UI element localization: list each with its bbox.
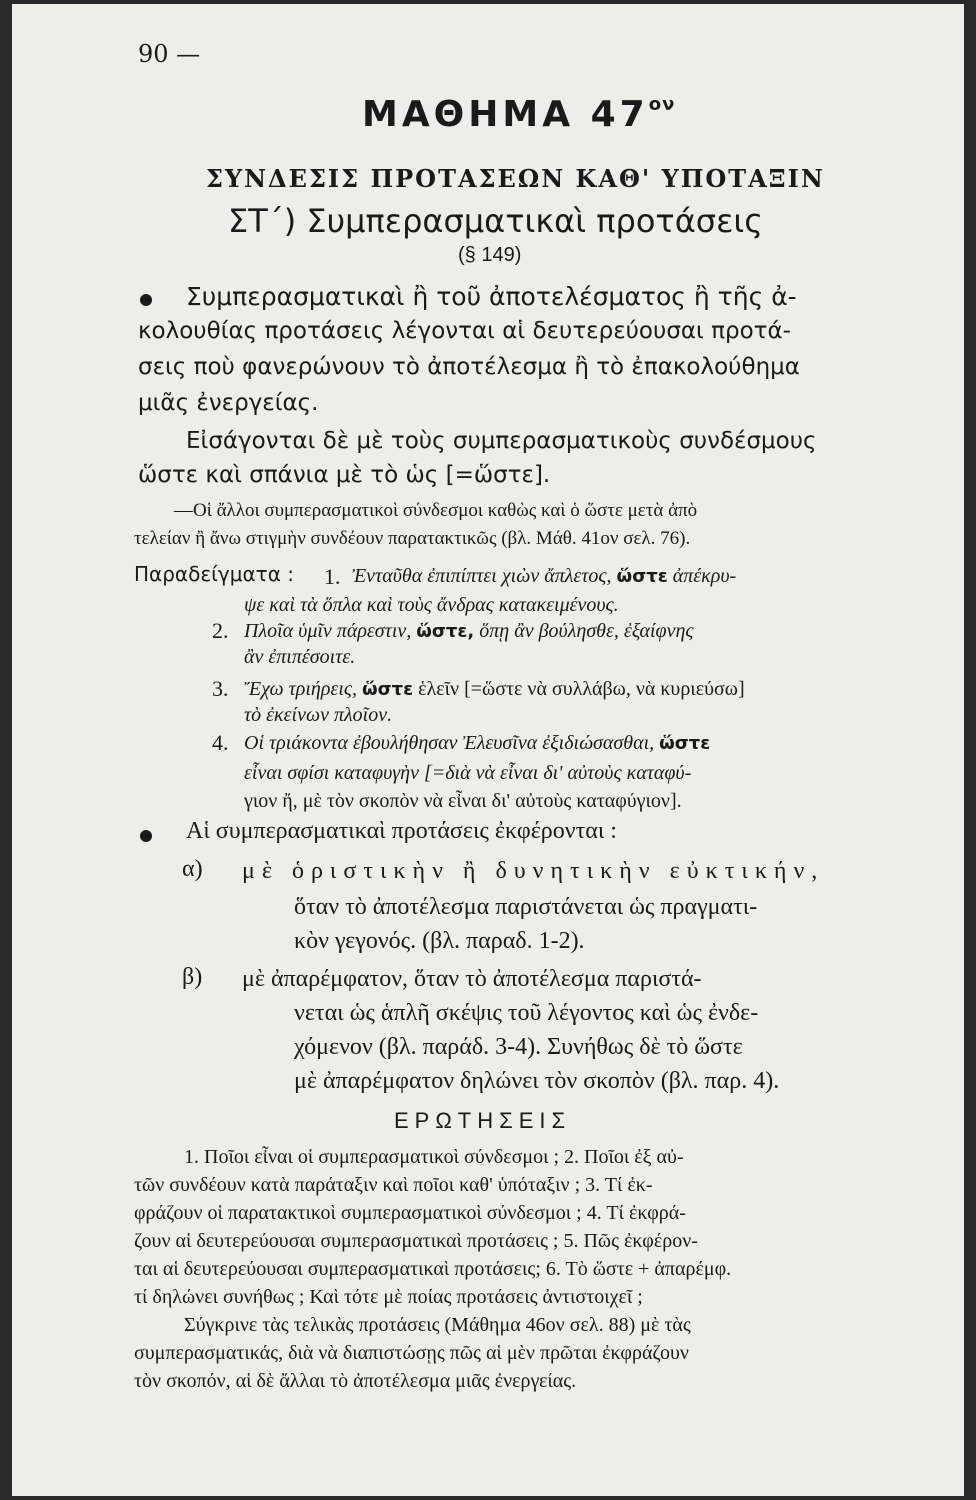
example-number: 2. <box>212 618 229 643</box>
example-number: 1. <box>324 564 341 589</box>
examples-label: Παραδείγματα : <box>134 562 294 586</box>
lesson-title: ΜΑΘΗΜΑ $47^{o\nu}$ <box>362 94 676 135</box>
question-line: τῶν συνδέουν κατὰ παράταξιν καὶ ποῖοι καθ' ὑπόταξιν ; 3. Τί ἐκ- <box>134 1174 653 1196</box>
question-line: τὸν σκοπόν, αἱ δὲ ἄλλαι τὸ ἀποτέλεσμα μιᾶς ἐνεργείας. <box>134 1370 577 1392</box>
definition-line: σεις ποὺ φανερώνουν τὸ ἀποτέλεσμα ἢ τὸ ἐπακολούθημα <box>138 354 800 380</box>
expression-line: χόμενον (βλ. παράδ. 3-4). Συνήθως δὲ τὸ ὥστε <box>294 1034 743 1060</box>
item-label-a: α) <box>182 856 203 882</box>
note-line: τελείαν ἢ ἄνω στιγμὴν συνδέουν παρατακτικῶς (βλ. Μάθ. 41ον σελ. 76). <box>134 528 691 549</box>
expression-line: κὸν γεγονός. (βλ. παραδ. 1-2). <box>294 928 585 954</box>
expression-line: μὲ ἀπαρέμφατον δηλώνει τὸν σκοπὸν (βλ. παρ. 4). <box>294 1068 780 1094</box>
lesson-subtitle: ΣΥΝΔΕΣΙΣ ΠΡΟΤΑΣΕΩΝ ΚΑΘ' ΥΠΟΤΑΞΙΝ <box>206 164 825 193</box>
example-line: Οἱ τριάκοντα ἐβουλήθησαν Ἐλευσῖνα ἐξιδιώσασθαι, ὥστε <box>244 732 711 754</box>
keyword-hoste: ὥστε, <box>416 621 475 642</box>
expression-intro: Αἱ συμπερασματικαὶ προτάσεις ἐκφέρονται : <box>186 818 617 844</box>
question-line: ζουν αἱ δευτερεύουσαι συμπερασματικαὶ προτάσεις ; 5. Πῶς ἐκφέρον- <box>134 1230 698 1252</box>
questions-heading: ΕΡΩΤΗΣΕΙΣ <box>394 1108 572 1133</box>
example-line: Ἔχω τριήρεις, ὥστε ἑλεῖν [=ὥστε νὰ συλλάβω, νὰ κυριεύσω] <box>244 678 745 700</box>
keyword-hoste: ὥστε <box>616 566 668 587</box>
expression-line: ὅταν τὸ ἀποτέλεσμα παριστάνεται ὡς πραγματι- <box>294 894 758 920</box>
example-number: 3. <box>212 676 229 701</box>
question-line: συμπερασματικάς, διὰ νὰ διαπιστώσῃς πῶς αἱ μὲν πρῶται ἐκφράζουν <box>134 1342 689 1364</box>
example-line: ἂν ἐπιπέσοιτε. <box>244 646 356 668</box>
bullet-icon <box>140 294 152 306</box>
definition-intro-line: ὥστε καὶ σπάνια μὲ τὸ ὡς [=ὥστε]. <box>138 462 551 488</box>
section-title: ΣΤ΄) Συμπερασματικαὶ προτάσεις <box>228 202 763 240</box>
definition-line: Συμπερασματικαὶ ἢ τοῦ ἀποτελέσματος ἢ τῆς ἀ- <box>186 282 797 311</box>
example-line: Ἐνταῦθα ἐπιπίπτει χιὼν ἄπλετος, ὥστε ἀπέκρυ- <box>352 565 737 587</box>
lesson-title-ordinal: ον <box>648 94 676 115</box>
example-line: εἶναι σφίσι καταφυγὴν [=διὰ νὰ εἶναι δι' αὐτοὺς καταφύ- <box>244 762 692 784</box>
example-number: 4. <box>212 730 229 755</box>
bullet-icon <box>140 830 152 842</box>
definition-line: κολουθίας προτάσεις λέγονται αἱ δευτερεύουσαι προτά- <box>138 318 791 344</box>
question-line: φράζουν οἱ παρατακτικοὶ συμπερασματικοὶ σύνδεσμοι ; 4. Τί ἐκφρά- <box>134 1202 686 1224</box>
definition-intro-line: Εἰσάγονται δὲ μὲ τοὺς συμπερασματικοὺς συνδέσμους <box>186 428 817 454</box>
question-line: Σύγκρινε τὰς τελικὰς προτάσεις (Μάθημα 46ον σελ. 88) μὲ τὰς <box>184 1314 691 1336</box>
example-line: γιον ἤ, μὲ τὸν σκοπὸν νὰ εἶναι δι' αὐτοὺς καταφύγιον]. <box>244 790 682 812</box>
question-line: ται αἱ δευτερεύουσαι συμπερασματικαὶ προτάσεις; 6. Τὸ ὥστε + ἀπαρέμφ. <box>134 1258 732 1280</box>
paragraph-reference: (§ 149) <box>458 244 522 266</box>
question-line: 1. Ποῖοι εἶναι οἱ συμπερασματικοὶ σύνδεσμοι ; 2. Ποῖοι ἐξ αὐ- <box>184 1146 684 1168</box>
item-label-b: β) <box>182 964 203 990</box>
note-line: —Οἱ ἄλλοι συμπερασματικοὶ σύνδεσμοι καθὼς καὶ ὁ ὥστε μετὰ ἀπὸ <box>174 500 698 521</box>
keyword-hoste: ὥστε <box>362 679 414 700</box>
expression-line: νεται ὡς ἁπλῆ σκέψις τοῦ λέγοντος καὶ ὡς ἐνδε- <box>294 1000 759 1026</box>
question-line: τί δηλώνει συνήθως ; Καὶ τότε μὲ ποίας προτάσεις ἀντιστοιχεῖ ; <box>134 1286 643 1308</box>
definition-line: μιᾶς ἐνεργείας. <box>138 390 319 416</box>
example-line: τὸ ἐκείνων πλοῖον. <box>244 704 393 726</box>
page-number: 90 — <box>138 40 201 68</box>
expression-line: μὲ ἀπαρέμφατον, ὅταν τὸ ἀποτέλεσμα παριστά- <box>242 966 702 992</box>
book-page <box>12 4 964 1496</box>
keyword-hoste: ὥστε <box>659 733 711 754</box>
expression-line: μὲ ὁριστικὴν ἢ δυνητικὴν εὐκτικήν, <box>242 858 825 884</box>
example-line: Πλοῖα ὑμῖν πάρεστιν, ὥστε, ὅπῃ ἂν βούλησθε, ἐξαίφνης <box>244 620 694 642</box>
example-line: ψε καὶ τὰ ὅπλα καὶ τοὺς ἄνδρας κατακειμένους. <box>244 594 619 616</box>
